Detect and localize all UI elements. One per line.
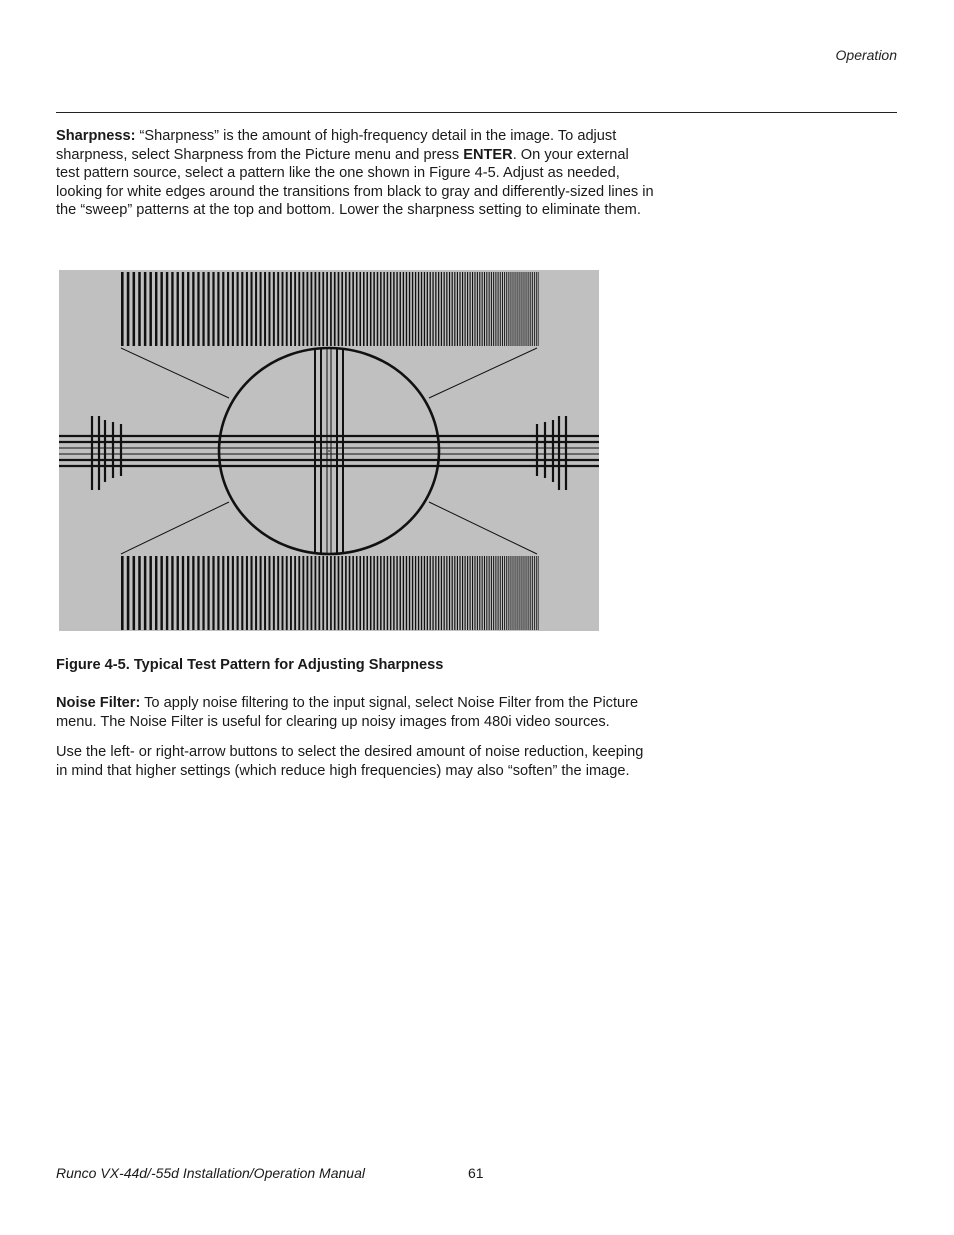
top-sweep-bar (377, 272, 379, 346)
sharpness-term: Sharpness: (56, 128, 136, 144)
bottom-sweep-bar (430, 556, 431, 630)
top-sweep-bar (318, 272, 320, 346)
top-sweep-bar (338, 272, 340, 346)
bottom-sweep-bar (532, 556, 533, 630)
top-sweep-bar (187, 272, 189, 346)
bottom-sweep-bar (383, 556, 384, 630)
top-sweep-bar (345, 272, 347, 346)
bottom-sweep-bar (493, 556, 494, 630)
bottom-sweep-bar (409, 556, 410, 630)
bottom-sweep-bar (349, 556, 351, 630)
bottom-sweep-bar (479, 556, 480, 630)
bottom-sweep-bar (482, 556, 483, 630)
bottom-sweep-bar (144, 556, 147, 630)
top-sweep-bar (403, 272, 404, 346)
top-sweep-bar (523, 272, 524, 346)
bottom-sweep-bar (294, 556, 296, 630)
top-sweep-bar (500, 272, 501, 346)
bottom-sweep-bar (444, 556, 445, 630)
top-sweep-bar (430, 272, 431, 346)
bottom-sweep-bar (418, 556, 419, 630)
bottom-sweep-bar (452, 556, 453, 630)
top-sweep-bar (315, 272, 317, 346)
bottom-sweep-bar (506, 556, 507, 630)
bottom-sweep-bar (528, 556, 529, 630)
bottom-sweep-bar (177, 556, 179, 630)
footer-manual-title: Runco VX-44d/-55d Installation/Operation Manual (56, 1165, 365, 1181)
bottom-sweep-bar (318, 556, 320, 630)
bottom-sweep-bar (513, 556, 514, 630)
top-sweep-bar (155, 272, 157, 346)
sharpness-test-pattern-figure (59, 270, 599, 631)
bottom-sweep-bar (370, 556, 372, 630)
bottom-sweep-bar (121, 556, 124, 630)
sharpness-paragraph (56, 127, 656, 220)
top-sweep-bar (532, 272, 533, 346)
bottom-sweep-bar (192, 556, 194, 630)
bottom-sweep-bar (202, 556, 204, 630)
bottom-sweep-bar (508, 556, 509, 630)
top-sweep-bar (298, 272, 300, 346)
bottom-sweep-bar (149, 556, 151, 630)
top-sweep-bar (396, 272, 397, 346)
top-sweep-bar (160, 272, 162, 346)
bottom-sweep-bar (345, 556, 347, 630)
bottom-sweep-bar (530, 556, 531, 630)
bottom-sweep-bar (432, 556, 433, 630)
top-sweep-bar (268, 272, 270, 346)
top-sweep-bar (370, 272, 372, 346)
bottom-sweep-bar (207, 556, 209, 630)
top-sweep-bar (534, 272, 535, 346)
top-sweep-bar (144, 272, 147, 346)
bottom-sweep-bar (412, 556, 413, 630)
bottom-sweep-bar (449, 556, 450, 630)
bottom-sweep-bar (477, 556, 478, 630)
bottom-sweep-bar (359, 556, 361, 630)
top-sweep-bar (171, 272, 173, 346)
footer-page-number: 61 (468, 1165, 484, 1181)
top-sweep-bar (498, 272, 499, 346)
bottom-sweep-bar (171, 556, 173, 630)
top-sweep-bar (521, 272, 522, 346)
bottom-sweep-bar (377, 556, 379, 630)
top-sweep-bar (415, 272, 416, 346)
top-sweep-bar (390, 272, 391, 346)
bottom-sweep-bar (127, 556, 130, 630)
bottom-sweep-bar (260, 556, 262, 630)
bottom-sweep-bar (538, 556, 539, 630)
top-sweep-bar (373, 272, 375, 346)
bottom-sweep-bar (341, 556, 343, 630)
top-sweep-bar (341, 272, 343, 346)
bottom-sweep-bar (241, 556, 243, 630)
bottom-sweep-bar (380, 556, 381, 630)
bottom-sweep-bar (446, 556, 447, 630)
sharpness-test-pattern (59, 270, 599, 631)
top-sweep-bar (311, 272, 313, 346)
bottom-sweep-bar (182, 556, 184, 630)
center-dot (328, 450, 330, 452)
top-sweep-bar (474, 272, 475, 346)
bottom-sweep-bar (232, 556, 234, 630)
bottom-sweep-bar (470, 556, 471, 630)
sharpness-text-1: “Sharpness” is the amount of high-frequency detail in the image. To adjust sharpness, select Sharpness from the Picture menu and press (56, 128, 617, 163)
bottom-sweep-bar (227, 556, 229, 630)
bottom-sweep-bar (527, 556, 528, 630)
top-sweep-bar (356, 272, 358, 346)
top-sweep-bar (273, 272, 275, 346)
top-sweep-bar (519, 272, 520, 346)
top-sweep-bar (326, 272, 328, 346)
top-sweep-bar (418, 272, 419, 346)
top-sweep-bar (510, 272, 511, 346)
top-sweep-bar (322, 272, 324, 346)
top-sweep-bar (138, 272, 141, 346)
top-sweep-bar (515, 272, 516, 346)
top-sweep-bar (302, 272, 304, 346)
top-sweep-bar (489, 272, 490, 346)
bottom-sweep-bar (268, 556, 270, 630)
top-sweep-bar (241, 272, 243, 346)
top-sweep-bar (421, 272, 422, 346)
top-sweep-bar (277, 272, 279, 346)
top-sweep-bar (528, 272, 529, 346)
bottom-sweep-bar (517, 556, 518, 630)
noise-filter-paragraph (56, 694, 656, 731)
header-rule (56, 112, 897, 113)
top-sweep-bar (424, 272, 425, 346)
bottom-sweep-bar (472, 556, 473, 630)
bottom-sweep-bar (504, 556, 505, 630)
bottom-sweep-bar (424, 556, 425, 630)
bottom-sweep-bar (290, 556, 292, 630)
bottom-sweep-bar (212, 556, 214, 630)
bottom-sweep-bar (298, 556, 300, 630)
top-sweep-bar (527, 272, 528, 346)
top-sweep-bar (380, 272, 381, 346)
bottom-sweep-bar (160, 556, 162, 630)
top-sweep-bar (121, 272, 124, 346)
bottom-sweep-bar (441, 556, 442, 630)
top-sweep-bar (260, 272, 262, 346)
bottom-sweep-bar (435, 556, 436, 630)
bottom-sweep-bar (273, 556, 275, 630)
top-sweep-bar (465, 272, 466, 346)
top-sweep-bar (446, 272, 447, 346)
noise-filter-text: To apply noise filtering to the input signal, select Noise Filter from the Picture menu. The Noise Filter is useful for clearing up noisy images from 480i video sources. (56, 695, 639, 730)
bottom-sweep-bar (465, 556, 466, 630)
bottom-sweep-bar (352, 556, 354, 630)
noise-filter-term: Noise Filter: (56, 695, 141, 711)
bottom-sweep-bar (187, 556, 189, 630)
top-sweep-bar (349, 272, 351, 346)
bottom-sweep-bar (515, 556, 516, 630)
bottom-sweep-bar (525, 556, 526, 630)
top-sweep-bar (264, 272, 266, 346)
top-sweep-bar (449, 272, 450, 346)
top-sweep-bar (530, 272, 531, 346)
bottom-sweep-bar (237, 556, 239, 630)
top-sweep-bar (251, 272, 253, 346)
bottom-sweep-bar (519, 556, 520, 630)
top-sweep-bar (207, 272, 209, 346)
bottom-sweep-bar (457, 556, 458, 630)
bottom-sweep-bar (421, 556, 422, 630)
top-sweep-bar (513, 272, 514, 346)
bottom-sweep-bar (400, 556, 401, 630)
top-sweep-bar (482, 272, 483, 346)
top-sweep-bar (525, 272, 526, 346)
bottom-sweep-bar (373, 556, 375, 630)
bottom-sweep-bar (222, 556, 224, 630)
bottom-sweep-bar (459, 556, 460, 630)
top-sweep-bar (435, 272, 436, 346)
bottom-sweep-bar (454, 556, 455, 630)
bottom-sweep-bar (396, 556, 397, 630)
top-sweep-bar (502, 272, 503, 346)
top-sweep-bar (441, 272, 442, 346)
top-sweep-bar (359, 272, 361, 346)
bottom-sweep-bar (264, 556, 266, 630)
sharpness-text-2: . On your external test pattern source, select a pattern like the one shown in Figure 4-5. Adjust as needed, looking for white edges around the transitions from black to gray and differently-sized lines in the “sweep” patterns at the top and bottom. Lower the sharpness setting to eliminate them. (56, 146, 654, 219)
top-sweep-bar (197, 272, 199, 346)
bottom-sweep-bar (502, 556, 503, 630)
bottom-sweep-bar (491, 556, 492, 630)
bottom-sweep-bar (302, 556, 304, 630)
bottom-sweep-bar (390, 556, 391, 630)
top-sweep-bar (409, 272, 410, 346)
top-sweep-bar (232, 272, 234, 346)
top-sweep-bar (491, 272, 492, 346)
bottom-sweep-bar (534, 556, 535, 630)
bottom-sweep-bar (356, 556, 358, 630)
bottom-sweep-bar (523, 556, 524, 630)
bottom-sweep-bar (286, 556, 288, 630)
top-sweep-bar (477, 272, 478, 346)
top-sweep-bar (406, 272, 407, 346)
bottom-sweep-bar (155, 556, 157, 630)
bottom-sweep-bar (334, 556, 336, 630)
top-sweep-bar (459, 272, 460, 346)
bottom-sweep-bar (498, 556, 499, 630)
bottom-sweep-bar (307, 556, 309, 630)
top-sweep-bar (504, 272, 505, 346)
bottom-sweep-bar (406, 556, 407, 630)
top-sweep-bar (182, 272, 184, 346)
bottom-sweep-bar (315, 556, 317, 630)
top-sweep-bar (486, 272, 487, 346)
bottom-sweep-bar (133, 556, 136, 630)
top-sweep-bar (237, 272, 239, 346)
bottom-sweep-bar (138, 556, 141, 630)
enter-key-label: ENTER (463, 146, 513, 163)
bottom-sweep-bar (427, 556, 428, 630)
bottom-sweep-bar (438, 556, 439, 630)
bottom-sweep-bar (311, 556, 313, 630)
bottom-sweep-bar (521, 556, 522, 630)
top-sweep-bar (462, 272, 463, 346)
top-sweep-bar (294, 272, 296, 346)
top-sweep-bar (472, 272, 473, 346)
top-sweep-bar (387, 272, 388, 346)
top-sweep-bar (290, 272, 292, 346)
top-sweep-bar (133, 272, 136, 346)
top-sweep-bar (149, 272, 151, 346)
bottom-sweep-bar (500, 556, 501, 630)
top-sweep-bar (393, 272, 394, 346)
bottom-sweep-bar (486, 556, 487, 630)
bottom-sweep-bar (536, 556, 537, 630)
top-sweep-bar (454, 272, 455, 346)
bottom-sweep-bar (403, 556, 404, 630)
top-sweep-bar (438, 272, 439, 346)
bottom-sweep-bar (484, 556, 485, 630)
bottom-sweep-bar (467, 556, 468, 630)
top-sweep-bar (484, 272, 485, 346)
top-sweep-bar (217, 272, 219, 346)
top-sweep-bar (202, 272, 204, 346)
top-sweep-bar (493, 272, 494, 346)
top-sweep-bar (255, 272, 257, 346)
top-sweep-bar (212, 272, 214, 346)
bottom-sweep-bar (197, 556, 199, 630)
bottom-sweep-bar (277, 556, 279, 630)
top-sweep-bar (412, 272, 413, 346)
top-sweep-bar (470, 272, 471, 346)
top-sweep-bar (227, 272, 229, 346)
top-sweep-bar (383, 272, 384, 346)
top-sweep-bar (330, 272, 332, 346)
top-sweep-bar (508, 272, 509, 346)
bottom-sweep-bar (255, 556, 257, 630)
top-sweep-bar (444, 272, 445, 346)
top-sweep-bar (222, 272, 224, 346)
bottom-sweep-bar (366, 556, 368, 630)
bottom-sweep-bar (415, 556, 416, 630)
top-sweep-bar (506, 272, 507, 346)
bottom-sweep-bar (246, 556, 248, 630)
top-sweep-bar (457, 272, 458, 346)
top-sweep-bar (495, 272, 496, 346)
bottom-sweep-bar (282, 556, 284, 630)
bottom-sweep-bar (462, 556, 463, 630)
top-sweep-bar (307, 272, 309, 346)
bottom-sweep-bar (387, 556, 388, 630)
bottom-sweep-bar (326, 556, 328, 630)
bottom-sweep-bar (166, 556, 168, 630)
top-sweep-bar (334, 272, 336, 346)
bottom-sweep-bar (495, 556, 496, 630)
top-sweep-bar (282, 272, 284, 346)
top-sweep-bar (246, 272, 248, 346)
bottom-sweep-bar (322, 556, 324, 630)
top-sweep-bar (286, 272, 288, 346)
figure-caption: Figure 4-5. Typical Test Pattern for Adjusting Sharpness (56, 657, 444, 673)
top-sweep-bar (517, 272, 518, 346)
bottom-sweep-bar (510, 556, 511, 630)
top-sweep-bar (400, 272, 401, 346)
running-header-section: Operation (835, 47, 897, 63)
top-sweep-bar (127, 272, 130, 346)
top-sweep-bar (479, 272, 480, 346)
bottom-sweep-bar (363, 556, 365, 630)
top-sweep-bar (452, 272, 453, 346)
top-sweep-bar (352, 272, 354, 346)
top-sweep-bar (467, 272, 468, 346)
bottom-sweep-bar (217, 556, 219, 630)
bottom-sweep-bar (338, 556, 340, 630)
top-sweep-bar (538, 272, 539, 346)
top-sweep-bar (192, 272, 194, 346)
noise-reduction-paragraph: Use the left- or right-arrow buttons to select the desired amount of noise reduction, keeping in mind that higher settings (which reduce high frequencies) may also “soften” the image. (56, 744, 644, 779)
top-sweep-bar (432, 272, 433, 346)
bottom-sweep-bar (330, 556, 332, 630)
bottom-sweep-bar (251, 556, 253, 630)
top-sweep-bar (177, 272, 179, 346)
top-sweep-bar (366, 272, 368, 346)
top-sweep-bar (166, 272, 168, 346)
top-sweep-bar (536, 272, 537, 346)
top-sweep-bar (427, 272, 428, 346)
bottom-sweep-bar (489, 556, 490, 630)
bottom-sweep-bar (393, 556, 394, 630)
bottom-sweep-bar (474, 556, 475, 630)
top-sweep-bar (363, 272, 365, 346)
